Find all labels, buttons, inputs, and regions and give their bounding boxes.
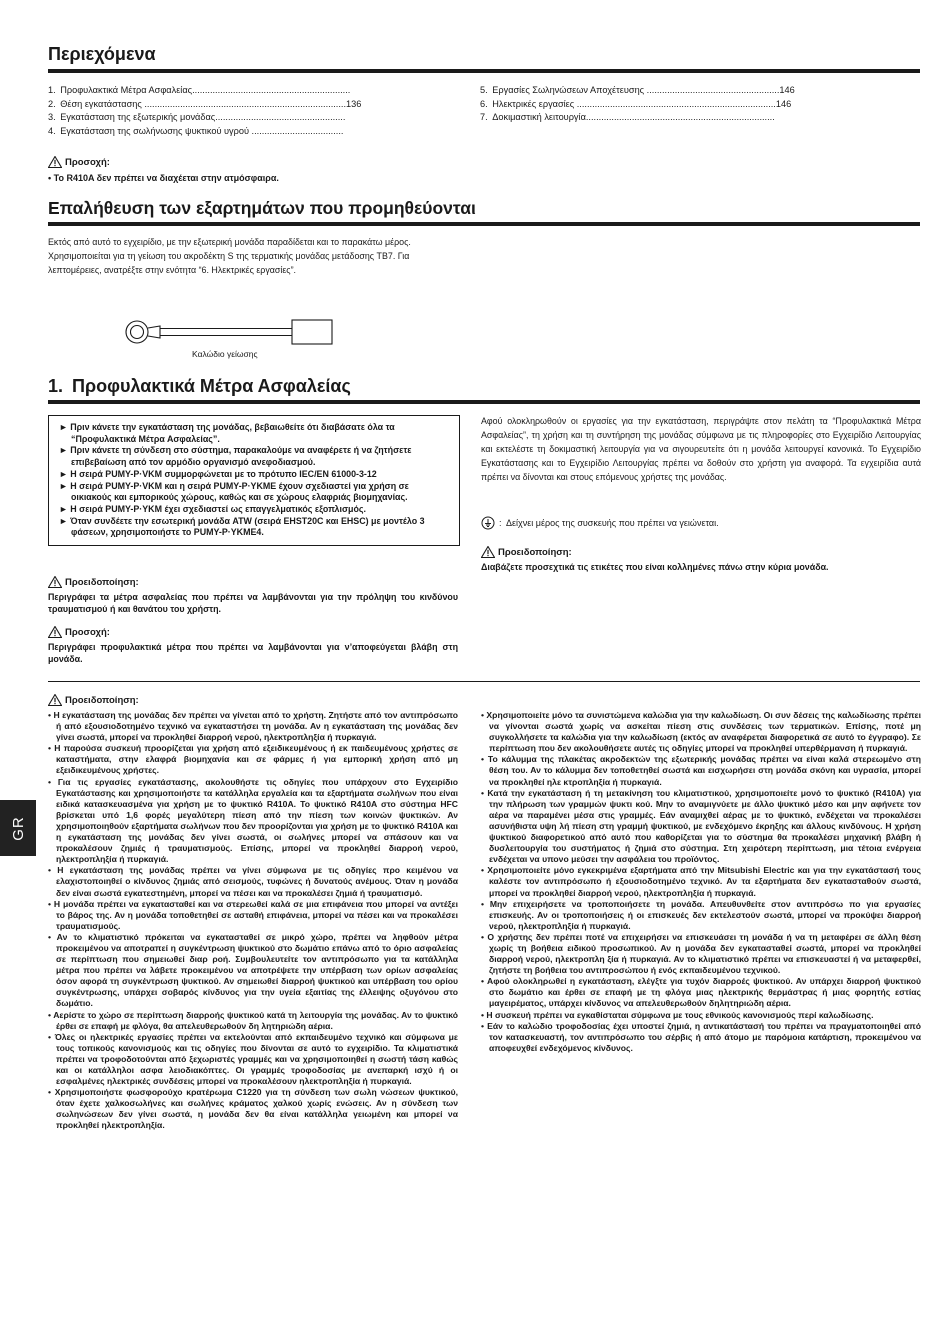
notice-item: ► Πριν κάνετε τη σύνδεση στο σύστημα, παρακαλούμε να αναφέρετε ή να ζητήσετε επιβεβαίωση από τον αρμόδιο οργανισμό ανεφοδιασμού. [59, 445, 412, 468]
notice-item: ► Η σειρά PUMY-P·VKM και η σειρά PUMY-P·YKME έχουν σχεδιαστεί για χρήση σε οικιακούς και εμπορικούς χώρους, καθώς και σε χώρους ελαφριάς βιομηχανίας. [59, 480, 409, 503]
language-tab-label: GR [9, 815, 27, 841]
warning-icon [48, 576, 62, 588]
warning-item: • Αν το κλιματιστικό πρόκειται να εγκατασταθεί σε μικρό χώρο, πρέπει να ληφθούν μέτρα προκειμένου να αποτραπεί η συγκέντρωση ψυκτικού στο δωμάτιο επάνω από το όριο ασφαλείας σε περίπτωση που σημειωθεί διαρ ροή. Συμβουλευτείτε τον αντιπρόσωπο για τα κατάλληλα μέτρα που πρέπει να λάβετε προκειμένου να αποτρέψετε την υπέρβαση των ορίων ασφαλείας όσον αφορά τη συγκέντρωση ψυκτικού. Αν σημειωθεί διαρροή ψυκτικού και υπέρβαση του ορίου συγκέντρωσης, υπάρχει σοβαρός κίνδυνος για την υγεία εξαιτίας της έλλειψης οξυγόνου στο δωμάτιο. [48, 931, 458, 1009]
handover-text: Αφού ολοκληρωθούν οι εργασίες για την εγκατάσταση, περιγράψτε στον πελάτη τα “Προφυλακτικά Μέτρα Ασφαλείας”, τη χρήση και τη συντήρηση της μονάδας σύμφωνα με τις πληροφορίες στο Εγχειρίδιο Λειτουργίας και εκτελέστε τη δοκιμαστική λειτουργία για να σιγουρευτείτε ότι η μονάδα λειτουργεί κανονικά. Το Εγχειρίδιο Εγκατάστασης και το Εγχειρίδιο Λειτουργίας πρέπει να δοθούν στο χρήστη για αναφορά. Τα εγχειρίδια αυτά πρέπει να δίνονται και στους επόμενους χρήστες της μονάδας. [481, 416, 921, 483]
caution-text: • Το R410A δεν πρέπει να διαχέεται στην ατμόσφαιρα. [48, 173, 279, 183]
toc-item[interactable]: 4. Εγκατάσταση της σωλήνωσης ψυκτικού υγρού .................................... [48, 125, 344, 136]
contents-title: Περιεχόμενα [48, 44, 156, 64]
labels-warning-heading [481, 546, 572, 558]
ground-cable-caption: Καλώδιο γείωσης [192, 349, 258, 359]
accessories-rule [48, 222, 920, 226]
warning-item: • Το κάλυμμα της πλακέτας ακροδεκτών της εξωτερικής μονάδας πρέπει να είναι καλά στερεωμένο στη θέση του. Αν το κάλυμμα δεν τοποθετηθεί σωστά και εισχωρήσει στη μονάδα σκόνη και υγρασία, μπορεί να προκληθεί ηλε κτροπληξία ή πυρκαγιά. [481, 754, 921, 787]
accessories-title: Επαλήθευση των εξαρτημάτων που προμηθεύονται [48, 198, 476, 218]
caution-definition: Περιγράφει προφυλακτικά μέτρα που πρέπει να λαμβάνονται για ν’αποφεύγεται βλάβη στη μονάδα. [48, 642, 458, 664]
toc-left [48, 84, 436, 138]
warnings-right-column [481, 710, 921, 1054]
notice-item: ► Η σειρά PUMY-P·VKM συμμορφώνεται με το πρότυπο IEC/EN 61000-3-12 [59, 468, 377, 479]
ground-legend-text: : Δείχνει μέρος της συσκευής που πρέπει να γειώνεται. [499, 518, 719, 528]
toc-item[interactable]: 2. Θέση εγκατάστασης ...............................................................................136 [48, 98, 362, 109]
warning-icon [481, 546, 495, 558]
warnings-heading-label: Προειδοποίηση: [65, 694, 139, 706]
toc-item[interactable]: 3. Εγκατάσταση της εξωτερικής μονάδας................................................... [48, 112, 346, 123]
caution-def-heading [48, 626, 110, 638]
language-tab [0, 800, 36, 856]
warning-heading [48, 576, 139, 588]
warning-heading-label: Προειδοποίηση: [65, 576, 139, 588]
ground-cable-illustration [122, 316, 340, 348]
warning-item: • Ο χρήστης δεν πρέπει ποτέ να επιχειρήσει να επισκευάσει τη μονάδα ή να τη μεταφέρει σε άλλη θέση χωρίς τη βοήθεια ειδικού προσωπικού. Αν η μονάδα δεν εγκατασταθεί σωστά, μπορεί να προκληθεί διαρροή νερού, ηλεκτροπλη ξία ή πυρκαγιά. Αν το κλιματιστικό πρέπει να επισκευαστεί ή να μεταφερθεί, ζητήστε τη βοήθεια του αντιπροσώπου ή ενός εκπαιδευμένου τεχνικού. [481, 931, 921, 976]
warning-item: • Χρησιμοποιείτε μόνο εγκεκριμένα εξαρτήματα από την Mitsubishi Electric και για την εγκατάστασή τους καλέστε τον αντιπρόσωπο ή εξουσιοδοτημένο τεχνικό. Αν τα εξαρτήματα δεν εγκατασταθούν σωστά, μπορεί να προκληθεί διαρροή νερού, ηλεκτροπληξία ή πυρκαγιά. [481, 865, 921, 898]
labels-warning-label: Προειδοποίηση: [498, 546, 572, 558]
toc-item[interactable]: 5. Εργασίες Σωληνώσεων Αποχέτευσης ....................................................146 [480, 85, 795, 95]
section-divider [48, 681, 920, 682]
toc-item[interactable]: 1. Προφυλακτικά Μέτρα Ασφαλείας.............................................................. [48, 85, 351, 95]
warning-item: • Η εγκατάσταση της μονάδας πρέπει να γίνει σύμφωνα με τις οδηγίες προ κειμένου να ελαχιστοποιηθεί ο κίνδυνος ζημιάς από σεισμούς, τυφώνες ή δυνατούς ανέμους. Όταν η μονάδα δεν είναι σωστά εγκατεστημένη, μπορεί να πέσει και να προκαλέσει ζημιά ή τραυματισμό. [48, 865, 458, 898]
safety-rule [48, 400, 920, 404]
warning-item: • Για τις εργασίες εγκατάστασης, ακολουθήστε τις οδηγίες που υπάρχουν στο Εγχειρίδιο Εγκατάστασης και χρησιμοποιήστε τα κατάλληλα εργαλεία και τα εξαρτήματα σωλήνων που είναι ειδικά κατασκευασμένα για χρήση με το ψυκτικό R410A. Το ψυκτικό R410A στο σύστημα HFC βρίσκεται υπό 1,6 φορές μεγαλύτερη πίεση από την πίεση των κοινών ψυκτικών. Αν χρησιμοποιηθούν εξαρτήματα σωλήνων που δεν προορίζονται για χρήση με το ψυκτικό R410A και η εγκατάσταση της μονάδας δεν γίνει σωστά, οι σωλήνες μπορεί να σπάσουν και να προκαλέσουν ζημιές ή τραυματισμούς. Επίσης, μπορεί να προκληθεί διαρροή νερού, ηλεκτροπληξία ή πυρκαγιά. [48, 776, 458, 865]
warning-icon [48, 694, 62, 706]
warning-item: • Χρησιμοποιήστε φωσφορούχο κρατέρωμα C1220 για τη σύνδεση των σωλη νώσεων ψυκτικού, όταν έχετε χαλκοσωλήνες και σωλήνες κράματος χαλκού χωρίς ενώσεις. Αν η σύνδεση των σωληνώσεων δεν γίνει σωστά, η μονάδα δεν θα είναι κατάλληλα γειωμένη και μπορεί να προκληθεί ηλεκτροπληξία. [48, 1087, 458, 1131]
caution-icon [48, 156, 62, 168]
warnings-left-column [48, 710, 458, 1132]
warning-item: • Η παρούσα συσκευή προορίζεται για χρήση από εξειδικευμένους ή εκ παιδευμένους χρήστες σε καταστήματα, στην ελαφρά βιομηχανία και σε φάρμες ή για εμπορική χρήση από μη εξειδικευμένους χρήστες. [48, 743, 458, 776]
warnings-heading [48, 694, 139, 706]
warning-item: • Όλες οι ηλεκτρικές εργασίες πρέπει να εκτελούνται από εκπαιδευμένο τεχνικό και σύμφωνα με τους τοπικούς κανονισμούς και τις οδηγίες που δίνονται σε αυτό το εγχειρίδιο. Τα κλιματιστικά πρέπει να τροφοδοτούνται από ξεχωριστές γραμμές και να χρησιμοποιηθεί η σωστή τάση καθώς και οι κατάλληλοι ασφα λειοδιακόπτες. Οι γραμμές τροφοδοσίας με ανεπαρκή ισχύ ή οι εσφαλμένες ηλεκτρικές συνδέσεις μπορεί να προκαλέσουν ηλεκτροπληξία ή πυρκαγιά. [48, 1031, 458, 1087]
contents-rule [48, 69, 920, 73]
warning-item: • Χρησιμοποιείτε μόνο τα συνιστώμενα καλώδια για την καλωδίωση. Οι συν δέσεις της καλωδίωσης πρέπει να γίνονται σωστά χωρίς να ασκείται πίεση στις συνδέσεις των τερματικών. Επίσης, ποτέ μη συγκολλήσετε τα καλώδια για την καλωδίωση (εκτός αν αναφέρεται διαφορετικά σε αυτό το έγγραφο). Σε περίπτωση που δεν ακολουθήσετε αυτές τις οδηγίες μπορεί να προκληθεί υπερθέρμανση ή πυρκαγιά. [481, 710, 921, 754]
warning-item: • Κατά την εγκατάσταση ή τη μετακίνηση του κλιματιστικού, χρησιμοποιείτε μονό το ψυκτικό (R410A) για την πλήρωση των γραμμών ψυκτι κού. Μην το αναμιγνύετε με άλλο ψυκτικό μέσο και μην αφήνετε τον αέρα να παραμένει μέσα στις γραμμές. Εάν αναμιχθεί αέρας με το ψυκτικό, ενδέχεται να προκαλέσει ασυνήθιστα υψη λή πίεση στη γραμμή ψυκτικού, με ενδεχόμενο έκρηξης και άλλους κινδύνους. Η χρήση ψυκτικού διαφορετικού από αυτό που καθορίζεται για το σύστημα θα προκαλέσει μηχανική βλάβη ή δυσλειτουργία του συστήματος ή ζημιά στο σύστημα. Στη χειρότερη περίπτωση, μια τέτοια ενέργεια ενδέχεται να υπονο μεύσει την ασφάλεια του προϊόντος. [481, 787, 921, 865]
warning-definition: Περιγράφει τα μέτρα ασφαλείας που πρέπει να λαμβάνονται για την πρόληψη του κινδύνου τραυματισμού ή και θανάτου του χρήστη. [48, 592, 458, 614]
warning-item: • Αερίστε το χώρο σε περίπτωση διαρροής ψυκτικού κατά τη λειτουργία της μονάδας. Αν το ψυκτικό έρθει σε επαφή με φλόγα, θα απελευθερωθούν δη λητηριώδη αέρια. [48, 1009, 458, 1031]
caution-icon [48, 626, 62, 638]
notice-item: ► Η σειρά PUMY-P·YKM έχει σχεδιαστεί ως επαγγελματικός εξοπλισμός. [59, 503, 366, 514]
accessories-text: Εκτός από αυτό το εγχειρίδιο, με την εξωτερική μονάδα παραδίδεται και το παρακάτω μέρος. Χρησιμοποιείται για τη γείωση του ακροδέκτη S της τερματικής μονάδας μετάδοσης TB7. Για λεπτομέρειες, ανατρέξτε στην ενότητα “6. Ηλεκτρικές εργασίες”. [48, 237, 411, 275]
warning-item: • Η εγκατάσταση της μονάδας δεν πρέπει να γίνεται από το χρήστη. Ζητήστε από τον αντιπρόσωπο ή από εξουσιοδοτημένο τεχνικό να εγκαταστήσει τη μονάδα. Αν η εγκατάσταση της μονάδας δεν γίνει σωστά, μπορεί να προκληθεί διαρροή νερού, ηλεκτροπληξία ή πυρκαγιά. [48, 710, 458, 743]
warning-item: • Αφού ολοκληρωθεί η εγκατάσταση, ελέγξτε για τυχόν διαρροές ψυκτικού. Αν υπάρχει διαρροή ψυκτικού στο δωμάτιο και έρθει σε επαφή με τη φλόγα μιας ηλεκτρικής θερμάστρας ή μιας φορητής εστίας μαγειρέματος, υπάρχει κίνδυνος να απελευθερωθούν δηλητηριώδη αέρια. [481, 976, 921, 1009]
ground-icon [481, 516, 495, 530]
safety-notice-box [48, 415, 460, 546]
warning-item: • Εάν το καλώδιο τροφοδοσίας έχει υποστεί ζημιά, η αντικατάστασή του πρέπει να πραγματοποιηθεί από τον κατασκευαστή, τον αντιπρόσωπο του σέρβις ή από άτομο με παρόμοια κατάρτιση, προκειμένου να αποφευχθεί ενδεχόμενος κίνδυνος. [481, 1020, 921, 1053]
warning-item: • Μην επιχειρήσετε να τροποποιήσετε τη μονάδα. Απευθυνθείτε στον αντιπρόσω πο για εργασίες επισκευής. Αν οι τροποποιήσεις ή οι επισκευές δεν εκτελεστούν σωστά, μπορεί να προκύψει διαρροή νερού, ηλεκτροπληξία ή πυρκαγιά. [481, 898, 921, 931]
ground-legend [481, 516, 719, 530]
labels-warning-text: Διαβάζετε προσεχτικά τις ετικέτες που είναι κολλημένες πάνω στην κύρια μονάδα. [481, 562, 829, 572]
safety-title: 1. Προφυλακτικά Μέτρα Ασφαλείας [48, 376, 351, 396]
notice-item: ► Όταν συνδέετε την εσωτερική μονάδα ATW (σειρά EHST20C και EHSC) με μοντέλο 3 φάσεων, χρησιμοποιήστε το PUMY-P·YKME4. [59, 515, 425, 538]
caution-heading [48, 156, 110, 168]
toc-item[interactable]: 6. Ηλεκτρικές εργασίες ..............................................................................146 [480, 98, 792, 109]
toc-item[interactable]: 7. Δοκιμαστική λειτουργία.......................................................................... [480, 112, 775, 123]
caution-def-heading-label: Προσοχή: [65, 626, 110, 638]
caution-heading-label: Προσοχή: [65, 156, 110, 168]
notice-item: ► Πριν κάνετε την εγκατάσταση της μονάδας, βεβαιωθείτε ότι διαβάσατε όλα τα “Προφυλακτικά Μέτρα Ασφαλείας”. [59, 422, 395, 444]
toc-right [480, 84, 866, 125]
warning-item: • Η μονάδα πρέπει να εγκατασταθεί και να στερεωθεί καλά σε μια επιφάνεια που μπορεί να αντέξει το βάρος της. Αν η μονάδα τοποθετηθεί σε ασταθή επιφάνεια, μπορεί να πέσει και να προκαλέσει τραυματισμούς. [48, 898, 458, 931]
warning-item: • Η συσκευή πρέπει να εγκαθίσταται σύμφωνα με τους εθνικούς κανονισμούς περί καλωδίωσης. [481, 1009, 874, 1020]
